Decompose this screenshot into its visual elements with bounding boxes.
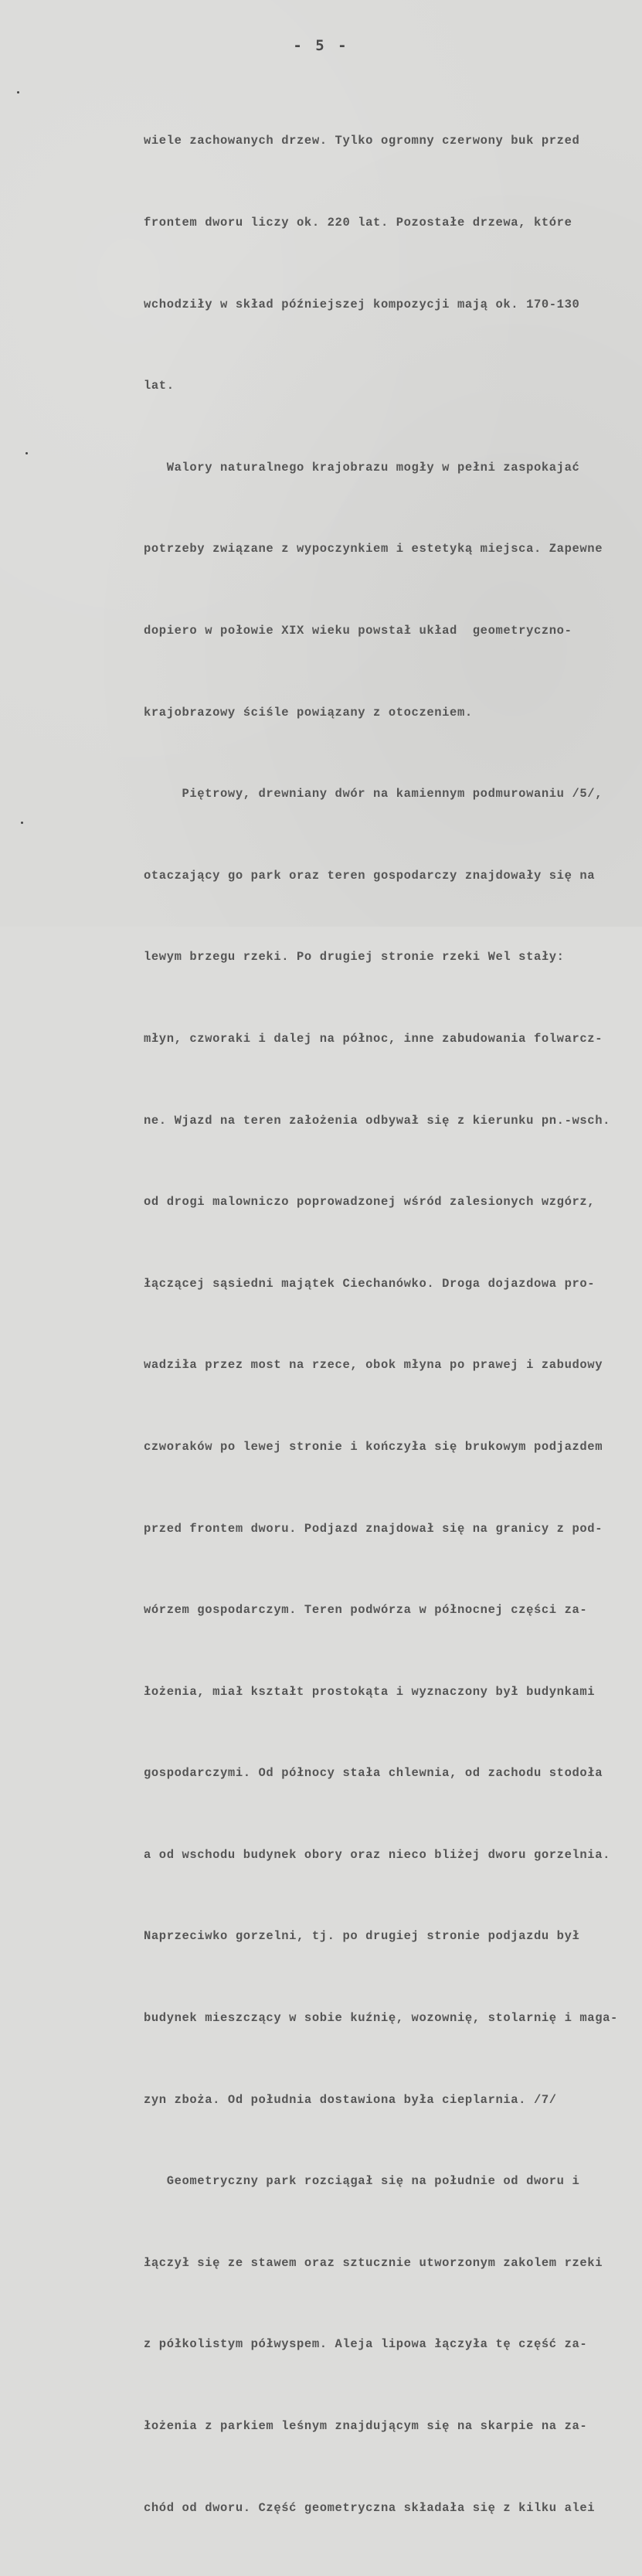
text-line: wiele zachowanych drzew. Tylko ogromny czerwony buk przed (144, 134, 580, 148)
text-line: od drogi malowniczo poprowadzonej wśród zalesionych wzgórz, (144, 1195, 596, 1210)
text-line: wórzem gospodarczym. Teren podwórza w północnej części za- (144, 1603, 588, 1618)
text-line: łączącej sąsiedni majątek Ciechanówko. Droga dojazdowa pro- (144, 1276, 596, 1291)
text-line: chód od dworu. Część geometryczna składała się z kilku alei (144, 2500, 596, 2515)
text-line: gospodarczymi. Od północy stała chlewnia, od zachodu stodoła (144, 1766, 603, 1781)
text-line: Geometryczny park rozciągał się na południe od dworu i (144, 2174, 580, 2189)
text-line: Piętrowy, drewniany dwór na kamiennym podmurowaniu /5/, (144, 787, 603, 801)
margin-speck-2 (25, 452, 28, 454)
page-number: - 5 - (293, 37, 349, 54)
text-line: młyn, czworaki i dalej na północ, inne zabudowania folwarcz- (144, 1031, 603, 1046)
text-line: łożenia, miał kształt prostokąta i wyznaczony był budynkami (144, 1684, 596, 1699)
text-line: a od wschodu budynek obory oraz nieco bliżej dworu gorzelnia. (144, 1847, 610, 1862)
text-line: Naprzeciwko gorzelni, tj. po drugiej stronie podjazdu był (144, 1929, 580, 1944)
text-line: przed frontem dworu. Podjazd znajdował się na granicy z pod- (144, 1521, 603, 1536)
body-text (144, 73, 623, 2576)
text-line: wchodziły w skład późniejszej kompozycji mają ok. 170-130 (144, 297, 580, 311)
text-line: ne. Wjazd na teren założenia odbywał się z kierunku pn.-wsch. (144, 1113, 610, 1128)
text-line: otaczający go park oraz teren gospodarczy znajdowały się na (144, 868, 596, 883)
text-line: dopiero w połowie XIX wieku powstał układ geometryczno- (144, 623, 572, 638)
text-line: zyn zboża. Od południa dostawiona była cieplarnia. /7/ (144, 2092, 557, 2107)
text-line: Walory naturalnego krajobrazu mogły w pełni zaspokajać (144, 460, 580, 475)
text-line: krajobrazowy ściśle powiązany z otoczeniem. (144, 705, 473, 720)
text-line: z półkolistym półwyspem. Aleja lipowa łączyła tę część za- (144, 2337, 588, 2352)
text-line: łożenia z parkiem leśnym znajdującym się na skarpie na za- (144, 2419, 588, 2434)
margin-speck-3 (21, 822, 23, 824)
text-line: lewym brzegu rzeki. Po drugiej stronie rzeki Wel stały: (144, 950, 565, 965)
text-line: potrzeby związane z wypoczynkiem i estetyką miejsca. Zapewne (144, 542, 603, 556)
text-line: wadziła przez most na rzece, obok młyna po prawej i zabudowy (144, 1358, 603, 1373)
text-line: łączył się ze stawem oraz sztucznie utworzonym zakolem rzeki (144, 2255, 603, 2270)
text-line: czworaków po lewej stronie i kończyła się brukowym podjazdem (144, 1439, 603, 1454)
margin-speck-1 (17, 91, 19, 94)
text-line: frontem dworu liczy ok. 220 lat. Pozostałe drzewa, które (144, 216, 572, 230)
text-line: lat. (144, 379, 175, 393)
text-line: budynek mieszczący w sobie kuźnię, wozownię, stolarnię i maga- (144, 2011, 618, 2026)
